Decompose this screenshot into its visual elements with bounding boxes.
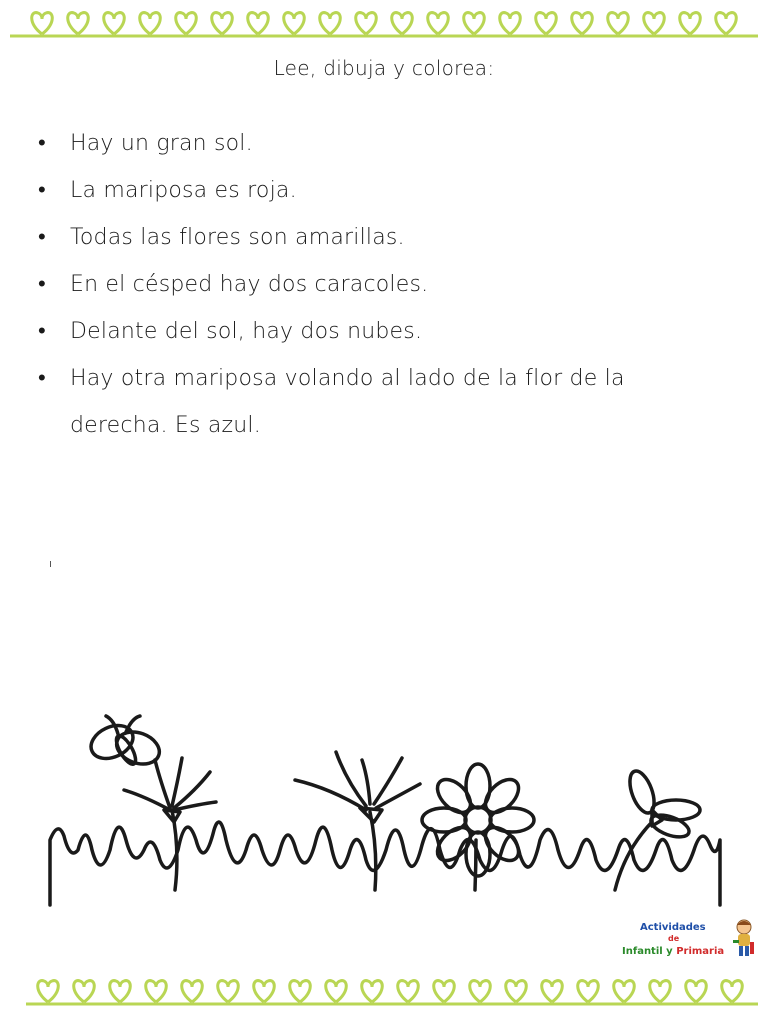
grass-outline <box>50 822 720 905</box>
heart-icon <box>254 981 275 1002</box>
heart-icon <box>722 981 743 1002</box>
bullet-icon: • <box>38 319 46 344</box>
list-item <box>34 167 714 214</box>
list-item <box>34 355 714 402</box>
heart-icon <box>428 13 449 34</box>
heart-icon <box>74 981 95 1002</box>
heart-icon <box>320 13 341 34</box>
list-item <box>34 261 714 308</box>
bullet-icon: • <box>38 178 46 203</box>
list-item <box>34 308 714 355</box>
publisher-logo <box>612 916 762 964</box>
bullet-icon: • <box>38 272 46 297</box>
heart-icon <box>176 13 197 34</box>
flower-middle-icon <box>295 752 420 890</box>
butterfly-left-icon <box>86 716 164 770</box>
top-heart-border <box>0 4 768 44</box>
logo-line-3-part-2: Primaria <box>676 946 725 957</box>
heart-icon <box>212 13 233 34</box>
heart-icon <box>362 981 383 1002</box>
heart-icon <box>290 981 311 1002</box>
daisy-flower-icon <box>422 764 534 890</box>
bottom-heart-border <box>0 972 768 1012</box>
sentence-text: Hay otra mariposa volando al lado de la flor de la <box>70 366 625 391</box>
sentence-text: Delante del sol, hay dos nubes. <box>70 319 423 344</box>
stray-mark <box>50 561 51 567</box>
heart-icon <box>392 13 413 34</box>
heart-icon <box>326 981 347 1002</box>
heart-icon <box>500 13 521 34</box>
heart-icon <box>572 13 593 34</box>
heart-icon <box>650 981 671 1002</box>
bullet-icon: • <box>38 131 46 156</box>
heart-icon <box>146 981 167 1002</box>
flower-right-icon <box>615 768 700 890</box>
logo-line-3-part-1: Infantil y <box>622 946 677 957</box>
heart-icon <box>536 13 557 34</box>
coloring-scene <box>40 700 730 915</box>
sentence-text: derecha. Es azul. <box>70 413 261 438</box>
heart-icon <box>506 981 527 1002</box>
heart-icon <box>110 981 131 1002</box>
instruction-heading: Lee, dibuja y colorea: <box>273 56 495 80</box>
heart-icon <box>608 13 629 34</box>
heart-icon <box>542 981 563 1002</box>
bullet-icon: • <box>38 225 46 250</box>
heart-icon <box>284 13 305 34</box>
heart-icon <box>32 13 53 34</box>
child-mascot-icon <box>730 918 758 960</box>
heart-icon <box>68 13 89 34</box>
heart-icon <box>686 981 707 1002</box>
logo-line-1: Actividades <box>640 922 706 933</box>
heart-icon <box>38 981 59 1002</box>
heart-icon <box>614 981 635 1002</box>
heart-icon <box>182 981 203 1002</box>
heart-icon <box>644 13 665 34</box>
sentence-text: Todas las flores son amarillas. <box>70 225 405 250</box>
sentence-text: En el césped hay dos caracoles. <box>70 272 429 297</box>
bullet-icon: • <box>38 366 46 391</box>
heart-icon <box>578 981 599 1002</box>
heart-icon <box>470 981 491 1002</box>
list-item <box>34 120 714 167</box>
heart-icon <box>398 981 419 1002</box>
heart-icon <box>104 13 125 34</box>
heart-icon <box>680 13 701 34</box>
heart-icon <box>464 13 485 34</box>
list-item <box>34 214 714 261</box>
logo-line-2: de <box>668 934 680 943</box>
heart-icon <box>140 13 161 34</box>
sentence-text: Hay un gran sol. <box>70 131 253 156</box>
sentence-text: La mariposa es roja. <box>70 178 297 203</box>
list-item-continuation <box>34 402 714 449</box>
heart-icon <box>218 981 239 1002</box>
heart-icon <box>248 13 269 34</box>
flower-left-icon <box>124 758 216 890</box>
sentence-list <box>34 120 714 449</box>
heart-icon <box>434 981 455 1002</box>
heart-icon <box>356 13 377 34</box>
heart-icon <box>716 13 737 34</box>
logo-line-3 <box>622 946 724 957</box>
